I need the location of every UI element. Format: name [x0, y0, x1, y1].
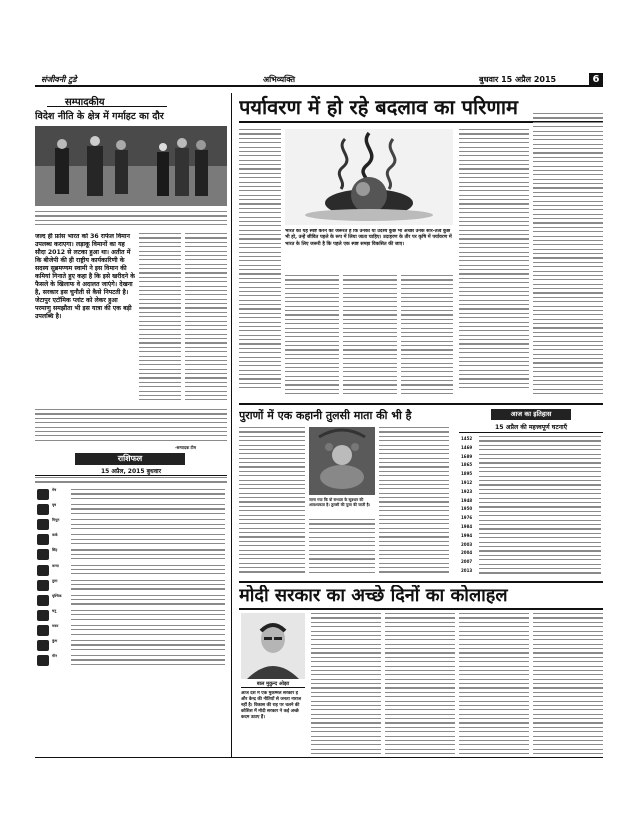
- rashi-text: [71, 640, 225, 652]
- history-row: [459, 444, 599, 453]
- lead-body-col5: [459, 129, 529, 401]
- rashi-name: वृश्चिक: [52, 593, 62, 598]
- history-event-text: [479, 462, 601, 470]
- modi-body-col1: [311, 613, 381, 757]
- rashi-name: कन्या: [52, 563, 59, 568]
- zodiac-icon: [37, 565, 49, 576]
- modi-body-col2: [385, 613, 455, 757]
- modi-pullquote: आज देश में एक मुकम्मल सरकार है और केन्द्र की नीतियों से जनता नाराज नहीं है। विकास की राह पर चलने की कोशिश में मोदी सरकार ने कई अच्छे कदम उठाए हैं।: [241, 691, 301, 720]
- rashi-row: [35, 502, 225, 517]
- lead-body-col1: [239, 129, 281, 401]
- rashi-row: [35, 517, 225, 532]
- lead-headline: पर्यावरण में हो रहे बदलाव का परिणाम: [239, 95, 518, 119]
- history-row: [459, 532, 599, 541]
- history-year: 2013: [461, 568, 473, 573]
- rashi-row: [35, 487, 225, 502]
- newspaper-page: [35, 73, 603, 758]
- lead-body-col3: [343, 275, 397, 399]
- page-number: 6: [589, 73, 603, 86]
- rashifal-intro: [35, 477, 227, 487]
- history-event-text: [479, 454, 601, 462]
- history-event-text: [479, 489, 601, 497]
- rashi-text: [71, 489, 225, 501]
- rashi-row: [35, 638, 225, 653]
- history-year: 1950: [461, 506, 473, 512]
- rashi-text: [71, 549, 225, 561]
- rashi-text: [71, 504, 225, 516]
- rashi-row: [35, 593, 225, 608]
- tulsi-headline: पुराणों में एक कहानी तुलसी माता की भी है: [239, 409, 412, 422]
- rashi-text: [71, 655, 225, 667]
- history-year: 1994: [461, 532, 473, 538]
- editorial-footer-text: [35, 409, 227, 443]
- rashifal-list: [35, 487, 227, 669]
- rashi-name: मकर: [52, 623, 59, 628]
- history-year: 1452: [461, 436, 473, 441]
- history-row: [459, 497, 599, 506]
- history-row: [459, 435, 599, 444]
- history-row: [459, 549, 599, 558]
- tulsi-photo: [309, 427, 375, 495]
- section-divider-2: [239, 581, 603, 583]
- lead-body-col4: [401, 275, 453, 399]
- rashifal-banner: राशिफल: [75, 453, 185, 465]
- rashi-text: [71, 625, 225, 637]
- editorial-body-col2: [139, 233, 181, 405]
- history-event-text: [479, 515, 601, 523]
- rashi-text: [71, 534, 225, 546]
- rashi-name: धनु: [52, 608, 57, 613]
- history-year: 1469: [461, 444, 473, 450]
- history-event-text: [479, 445, 601, 453]
- history-row: [459, 488, 599, 497]
- modi-body-col3: [459, 613, 529, 757]
- history-event-text: [479, 506, 601, 514]
- zodiac-icon: [37, 489, 49, 500]
- rashi-row: [35, 608, 225, 623]
- tulsi-body-col1: [239, 427, 305, 577]
- zodiac-icon: [37, 504, 49, 515]
- history-row: [459, 514, 599, 523]
- tulsi-body-col2: [309, 519, 375, 577]
- history-event-text: [479, 559, 601, 567]
- history-year: 2003: [461, 541, 473, 547]
- rashifal-date: 15 अप्रैल, 2015 बुधवार: [35, 467, 227, 476]
- zodiac-icon: [37, 640, 49, 651]
- history-list: [459, 435, 603, 577]
- zodiac-icon: [37, 655, 49, 666]
- zodiac-icon: [37, 519, 49, 530]
- history-row: [459, 541, 599, 550]
- history-event-text: [479, 533, 601, 541]
- history-year: 1689: [461, 453, 473, 459]
- rashi-name: सिंह: [52, 548, 58, 553]
- history-year: 1984: [461, 524, 473, 529]
- editorial-byline: -सम्पादक टीम: [175, 445, 196, 450]
- rashi-text: [71, 610, 225, 622]
- editorial-intro-text: [35, 211, 227, 229]
- rashi-name: मीन: [52, 654, 58, 659]
- history-event-text: [479, 480, 601, 488]
- history-year: 1948: [461, 497, 473, 503]
- modi-body-col4: [533, 613, 603, 757]
- page-bottom-rule: [35, 757, 603, 758]
- author-photo: [241, 613, 305, 679]
- editorial-body-col3: [185, 233, 227, 405]
- history-row: [459, 453, 599, 462]
- editorial-label: सम्पादकीय: [47, 94, 167, 107]
- rashi-row: [35, 623, 225, 638]
- zodiac-icon: [37, 610, 49, 621]
- column-divider: [231, 93, 232, 758]
- modi-headline: मोदी सरकार का अच्छे दिनों का कोलाहल: [239, 585, 508, 606]
- issue-date: बुधवार 15 अप्रैल 2015: [479, 75, 557, 84]
- history-event-text: [479, 550, 601, 558]
- lead-caption: भारत को यह स्पष्ट करने की जरूरत है कि उनकी या उदेश्य कुछ भी अच्छा उनके सार-तत्व कुछ भी हो, उन्हें जीवित पहले के रूप में लिया जाता चाहिए। उदाहरण के तौर पर कृषि में पर्यावरण में भारत के लिए जरूरी है कि पहले एक स्पष्ट समझ विकसित की जाए।: [285, 229, 452, 247]
- rashi-text: [71, 595, 225, 607]
- history-row: [459, 470, 599, 479]
- rashi-text: [71, 565, 225, 577]
- modi-underline: [239, 608, 603, 610]
- rashi-name: वृष: [52, 503, 57, 508]
- zodiac-icon: [37, 580, 49, 591]
- history-row: [459, 567, 599, 576]
- rashi-name: कुंभ: [52, 639, 58, 643]
- editorial-photo: [35, 126, 227, 206]
- history-event-text: [479, 524, 601, 532]
- lead-body-col6: [533, 113, 603, 401]
- lead-body-col2: [285, 275, 339, 399]
- section-name: अभिव्यक्ति: [263, 75, 296, 84]
- history-event-text: [479, 436, 601, 444]
- history-year: 1976: [461, 515, 473, 521]
- history-row: [459, 558, 599, 567]
- editorial-pullquote: जल्द ही फ्रांस भारत को 36 राफेल विमान उपलब्ध कराएगा। लड़ाकू विमानों का यह सौदा 2012 से लटका हुआ था। अतीत में कि बीजेपी की ही राष्ट्रीय कार्यकारिणी के सदस्य सुब्रमण्यम स्वामी ने इस विमान की कमियां गिनाते हुए कहा है कि इसे खरीदने के फैसले के खिलाफ वे अदालत जाएंगे। देखना है, सरकार इस चुनौती से कैसे निपटती है। जेटापुर एटॉमिक प्लांट को लेकर हुआ परमाणु समझौता भी इस यात्रा की एक बड़ी उपलब्धि है।: [35, 233, 135, 320]
- rashi-name: कर्क: [52, 533, 58, 538]
- rashi-row: [35, 578, 225, 593]
- history-year: 2004: [461, 550, 473, 556]
- history-row: [459, 479, 599, 488]
- zodiac-icon: [37, 595, 49, 606]
- editorial-headline: विदेश नीति के क्षेत्र में गर्माहट का दौर: [35, 111, 164, 122]
- rashi-text: [71, 580, 225, 592]
- history-year: 1912: [461, 480, 473, 485]
- history-row: [459, 461, 599, 470]
- history-banner: आज का इतिहास: [491, 409, 571, 420]
- rashi-text: [71, 519, 225, 531]
- lead-photo: [285, 129, 453, 225]
- rashi-row: [35, 547, 225, 562]
- history-year: 2007: [461, 559, 473, 565]
- section-divider-1: [239, 403, 603, 405]
- history-row: [459, 523, 599, 532]
- rashi-name: मेष: [52, 488, 57, 492]
- tulsi-caption: जाना गया कि वो सभ्यता के सूत्रधार की आवश्यकता है। तुलसी की पूजा की जाती है।: [309, 497, 371, 507]
- history-year: 1865: [461, 462, 473, 468]
- history-year: 1923: [461, 488, 473, 494]
- history-event-text: [479, 568, 601, 576]
- history-event-text: [479, 471, 601, 479]
- rashi-name: मिथुन: [52, 518, 60, 523]
- zodiac-icon: [37, 549, 49, 560]
- tulsi-body-col3: [379, 427, 449, 577]
- paper-name: संजीवनी टुडे: [41, 75, 77, 84]
- rashi-row: [35, 653, 225, 668]
- history-subtitle: 15 अप्रैल की महत्त्वपूर्ण घटनाएँ: [459, 422, 603, 433]
- rashi-row: [35, 563, 225, 578]
- history-row: [459, 505, 599, 514]
- history-year: 1895: [461, 471, 473, 477]
- history-event-text: [479, 542, 601, 550]
- zodiac-icon: [37, 534, 49, 545]
- history-event-text: [479, 498, 601, 506]
- masthead: [35, 73, 603, 87]
- author-name: बाल मुकुन्द ओझा: [241, 681, 305, 688]
- rashi-name: तुला: [52, 578, 58, 583]
- rashi-row: [35, 532, 225, 547]
- zodiac-icon: [37, 625, 49, 636]
